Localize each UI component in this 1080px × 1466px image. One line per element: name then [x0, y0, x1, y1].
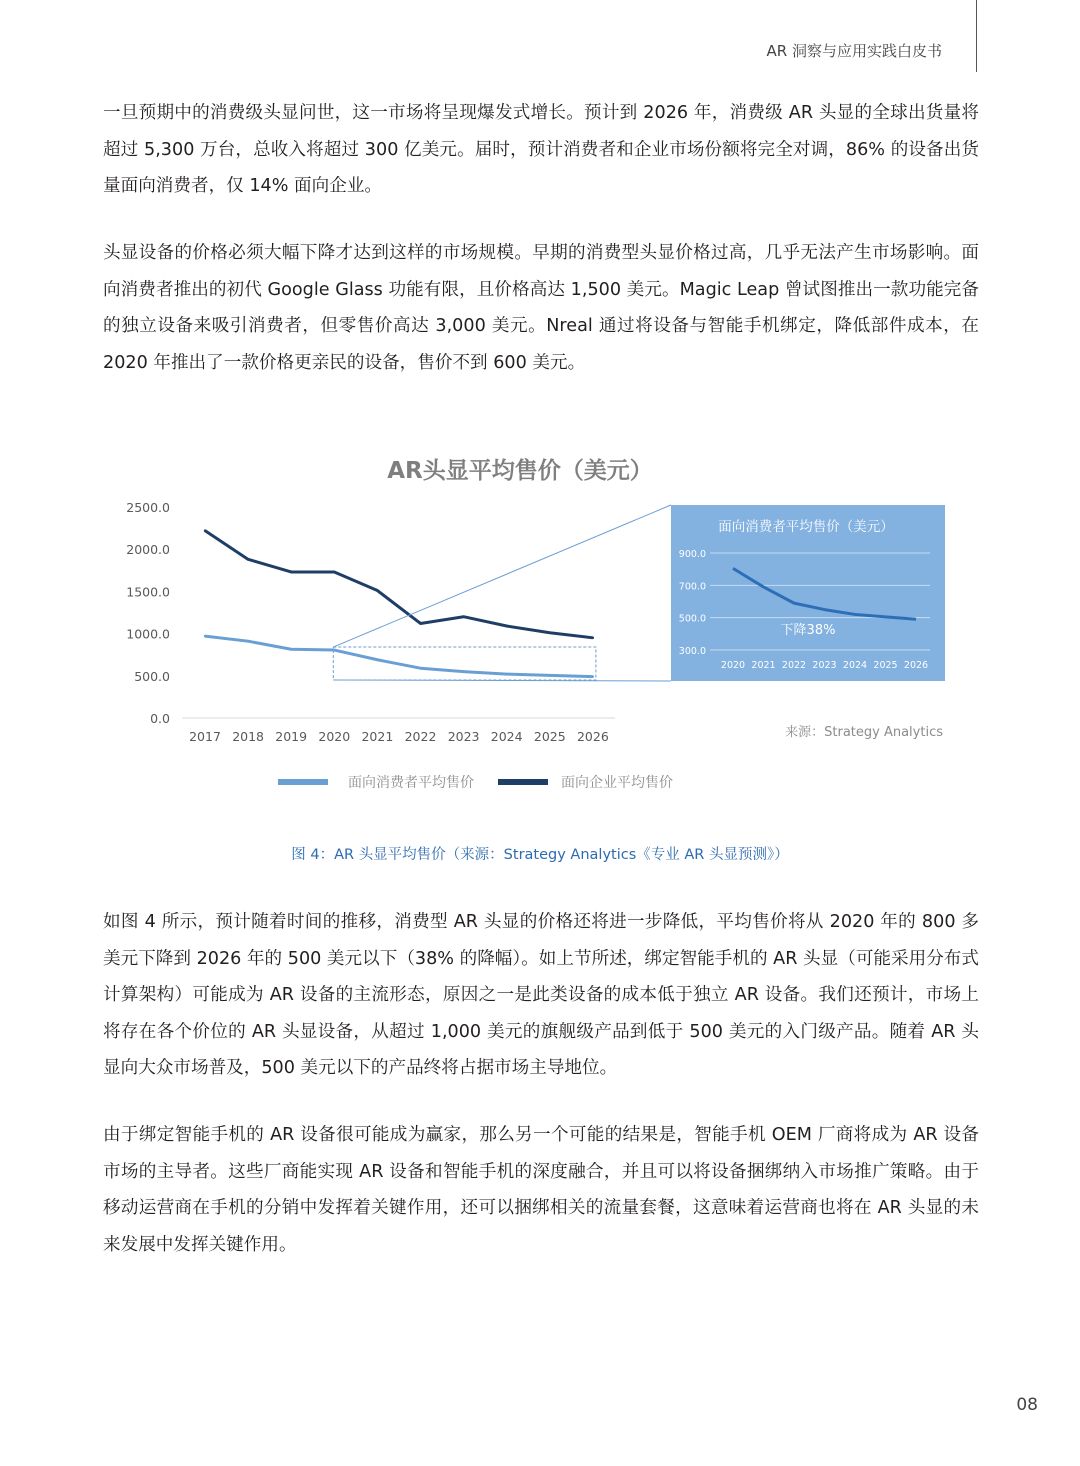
y-tick-label: 2500.0: [126, 500, 170, 515]
x-tick-label: 2024: [490, 729, 523, 744]
inset-y-tick-label: 500.0: [678, 613, 706, 625]
x-tick-label: 2023: [447, 729, 480, 744]
x-tick-label: 2019: [275, 729, 308, 744]
paragraph-1: 一旦预期中的消费级头显问世，这一市场将呈现爆发式增长。预计到 2026 年，消费级 AR 头显的全球出货量将超过 5,300 万台，总收入将超过 300 亿美元。届时，预计消费者和企业市场份额将完全对调，86% 的设备出货量面向消费者，仅 14% 面向企业。: [103, 103, 979, 196]
figure-caption: 图 4：AR 头显平均售价（来源：Strategy Analytics《专业 AR 头显预测》）: [291, 847, 789, 863]
paragraph-4: 由于绑定智能手机的 AR 设备很可能成为赢家，那么另一个可能的结果是，智能手机 OEM 厂商将成为 AR 设备市场的主导者。这些厂商能实现 AR 设备和智能手机的深度融合，并且可以将设备捆绑纳入市场推广策略。由于移动运营商在手机的分销中发挥着关键作用，还可以捆绑相关的流量套餐，这意味着运营商也将在 AR 头显的未来发展中发挥关键作用。: [103, 1125, 979, 1255]
inset-x-tick-label: 2021: [751, 660, 776, 671]
main-chart-series: [204, 529, 594, 677]
main-chart-axes: [126, 500, 615, 744]
series-line-consumer: [205, 636, 593, 677]
inset-y-tick-label: 700.0: [678, 581, 706, 593]
y-tick-label: 1000.0: [126, 626, 170, 642]
x-tick-label: 2022: [404, 729, 437, 744]
data-point: [419, 667, 421, 669]
inset-annotation: 下降38%: [780, 623, 836, 638]
inset-x-tick-label: 2022: [781, 660, 807, 671]
data-point: [549, 674, 551, 676]
data-point: [290, 571, 292, 573]
legend-label-consumer: 面向消费者平均售价: [348, 775, 474, 791]
x-tick-label: 2021: [361, 729, 394, 744]
x-tick-label: 2017: [189, 729, 221, 744]
data-point: [376, 659, 378, 661]
data-point: [247, 640, 249, 642]
x-tick-label: 2020: [318, 729, 351, 744]
inset-x-tick-label: 2024: [842, 660, 868, 671]
data-point: [376, 589, 378, 591]
chart-title: AR头显平均售价（美元）: [387, 458, 653, 484]
y-tick-label: 0.0: [150, 711, 170, 726]
legend-label-enterprise: 面向企业平均售价: [561, 775, 673, 791]
inset-y-tick-label: 900.0: [678, 549, 706, 560]
page-number: 08: [1016, 1395, 1038, 1415]
data-point: [333, 571, 335, 573]
inset-x-tick-label: 2023: [812, 660, 837, 671]
data-point: [419, 622, 421, 624]
data-point: [549, 632, 551, 634]
paragraph-2: 头显设备的价格必须大幅下降才达到这样的市场规模。早期的消费型头显价格过高，几乎无法产生市场影响。面向消费者推出的初代 Google Glass 功能有限，且价格高达 1,500 美元。Magic Leap 曾试图推出一款功能完备的独立设备来吸引消费者，但零售价高达 3,000 美元。Nreal 通过将设备与智能手机绑定，降低部件成本，在 2020 年推出了一款价格更亲民的设备，售价不到 600 美元。: [103, 243, 979, 373]
data-point: [506, 673, 508, 675]
connector-line-bottom: [333, 680, 671, 681]
x-tick-label: 2018: [232, 729, 265, 744]
series-line-enterprise: [205, 531, 593, 638]
data-point: [506, 625, 508, 627]
y-tick-label: 1500.0: [126, 584, 170, 600]
y-tick-label: 2000.0: [126, 542, 170, 558]
inset-x-tick-label: 2020: [720, 660, 746, 671]
data-point: [204, 635, 206, 637]
zoom-callout: [333, 505, 671, 681]
x-tick-label: 2025: [533, 729, 566, 744]
data-point: [247, 558, 249, 560]
y-tick-label: 500.0: [134, 668, 170, 684]
paragraph-3: 如图 4 所示，预计随着时间的推移，消费型 AR 头显的价格还将进一步降低，平均售价将从 2020 年的 800 多美元下降到 2026 年的 500 美元以下（38% 的降幅）。如上节所述，绑定智能手机的 AR 头显（可能采用分布式计算架构）可能成为 AR 设备的主流形态，原因之一是此类设备的成本低于独立 AR 设备。我们还预计，市场上将存在各个价位的 AR 头显设备，从超过 1,000 美元的旗舰级产品到低于 500 美元的入门级产品。随着 AR 头显向大众市场普及，500 美元以下的产品终将占据市场主导地位。: [103, 912, 979, 1078]
data-point: [592, 637, 594, 639]
x-tick-label: 2026: [576, 729, 609, 744]
inset-x-tick-label: 2025: [873, 660, 898, 671]
data-point: [290, 648, 292, 650]
data-point: [592, 675, 594, 677]
document-header-title: AR 洞察与应用实践白皮书: [766, 42, 942, 60]
data-point: [462, 616, 464, 618]
chart-source: 来源：Strategy Analytics: [785, 725, 943, 740]
inset-x-tick-label: 2026: [903, 660, 929, 671]
inset-y-tick-label: 300.0: [678, 646, 706, 657]
data-point: [204, 529, 206, 531]
inset-title: 面向消费者平均售价（美元）: [718, 519, 894, 535]
data-point: [462, 670, 464, 672]
